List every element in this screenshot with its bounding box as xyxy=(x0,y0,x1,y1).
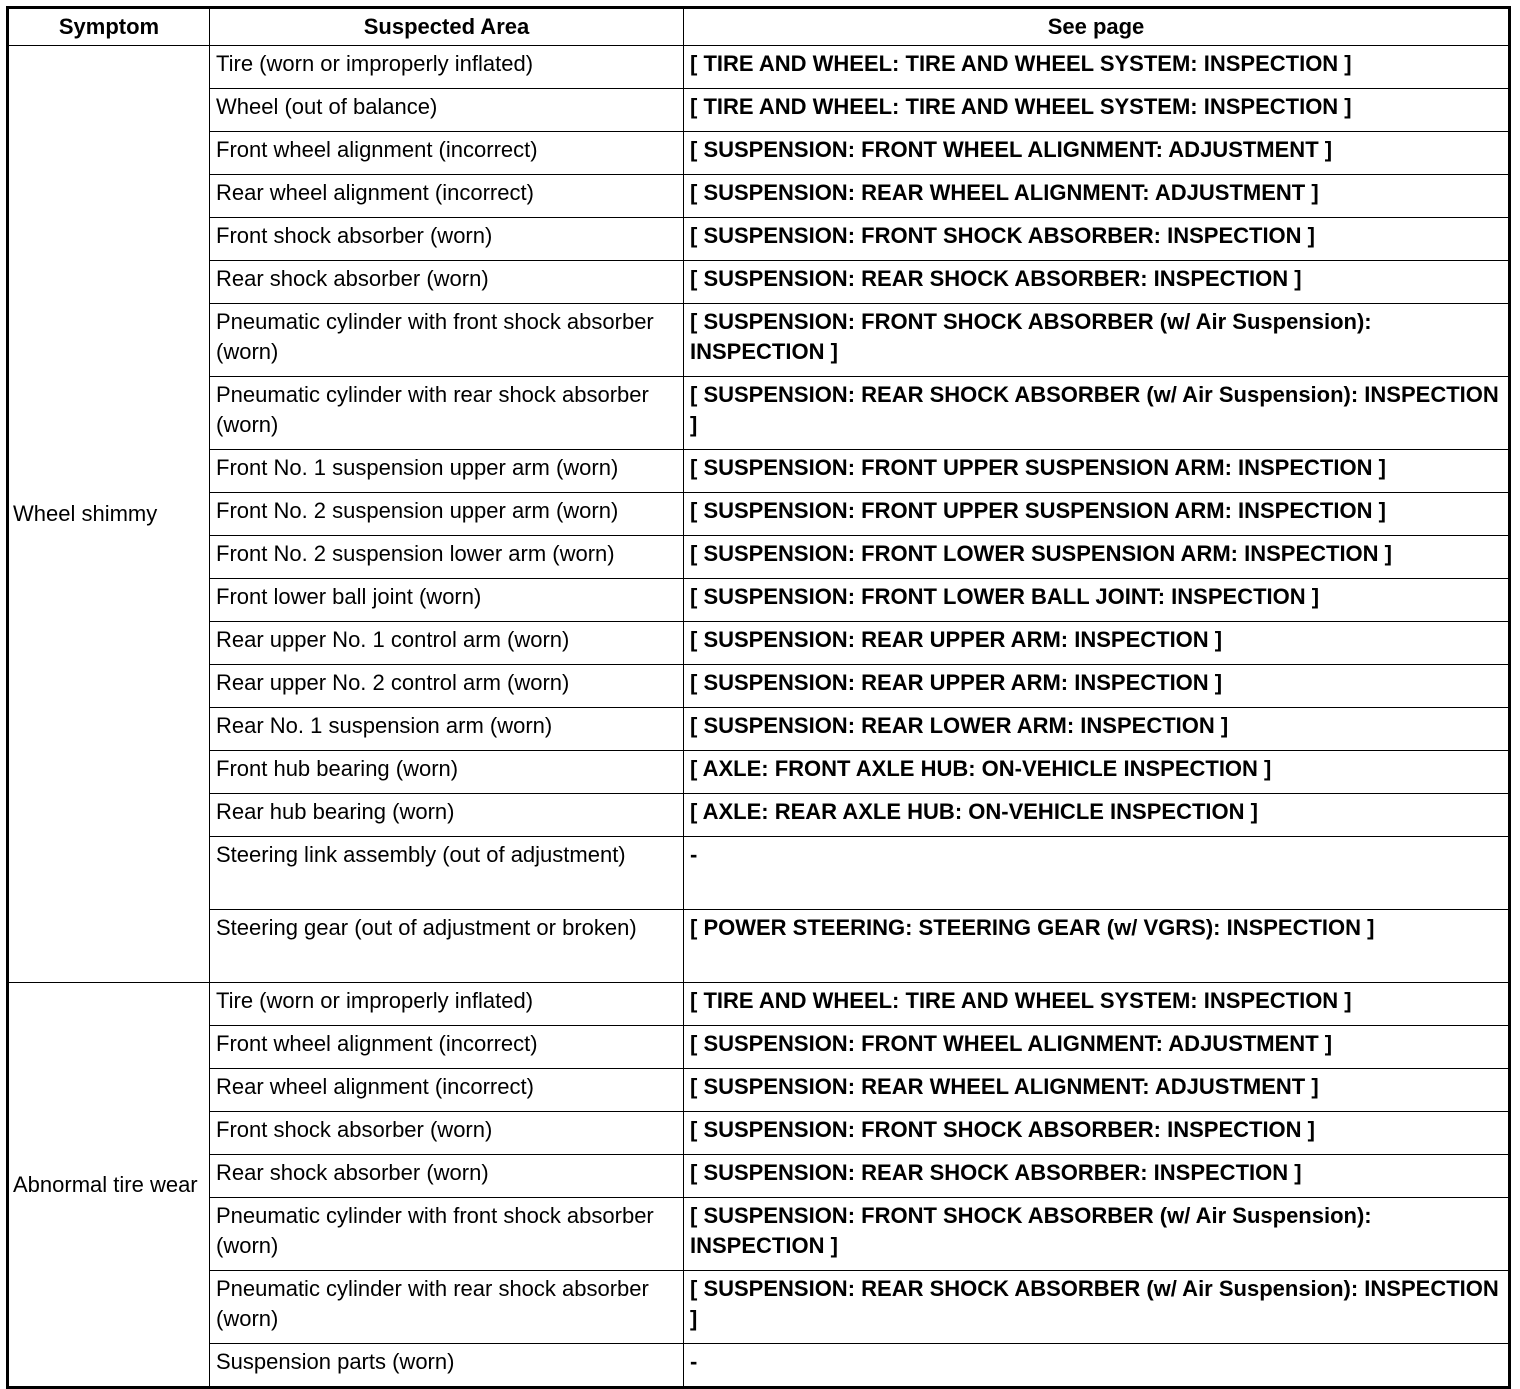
see-page-link: - xyxy=(684,1344,1510,1388)
table-row xyxy=(8,1198,1510,1271)
header-row xyxy=(8,8,1510,46)
table-row xyxy=(8,665,1510,708)
see-page-link[interactable]: [ TIRE AND WHEEL: TIRE AND WHEEL SYSTEM: INSPECTION ] xyxy=(684,89,1510,132)
suspected-area-cell: Front shock absorber (worn) xyxy=(210,1112,684,1155)
troubleshooting-table xyxy=(6,6,1511,1389)
table-row xyxy=(8,218,1510,261)
see-page-link[interactable]: [ SUSPENSION: REAR SHOCK ABSORBER: INSPECTION ] xyxy=(684,261,1510,304)
suspected-area-cell: Front No. 2 suspension lower arm (worn) xyxy=(210,536,684,579)
see-page-link[interactable]: [ SUSPENSION: REAR WHEEL ALIGNMENT: ADJUSTMENT ] xyxy=(684,1069,1510,1112)
suspected-area-cell: Front wheel alignment (incorrect) xyxy=(210,1026,684,1069)
table-row xyxy=(8,1112,1510,1155)
table-row xyxy=(8,1344,1510,1388)
symptom-cell: Abnormal tire wear xyxy=(8,983,210,1388)
table-body xyxy=(8,46,1510,1388)
suspected-area-cell: Rear shock absorber (worn) xyxy=(210,261,684,304)
suspected-area-cell: Rear wheel alignment (incorrect) xyxy=(210,175,684,218)
table-row xyxy=(8,708,1510,751)
suspected-area-cell: Rear hub bearing (worn) xyxy=(210,794,684,837)
see-page-link[interactable]: [ SUSPENSION: REAR SHOCK ABSORBER (w/ Air Suspension): INSPECTION ] xyxy=(684,377,1510,450)
table-row xyxy=(8,536,1510,579)
see-page-link[interactable]: [ TIRE AND WHEEL: TIRE AND WHEEL SYSTEM: INSPECTION ] xyxy=(684,46,1510,89)
suspected-area-cell: Wheel (out of balance) xyxy=(210,89,684,132)
table-row xyxy=(8,1026,1510,1069)
see-page-link[interactable]: [ SUSPENSION: FRONT WHEEL ALIGNMENT: ADJUSTMENT ] xyxy=(684,1026,1510,1069)
table-row xyxy=(8,304,1510,377)
see-page-link[interactable]: [ SUSPENSION: REAR SHOCK ABSORBER (w/ Air Suspension): INSPECTION ] xyxy=(684,1271,1510,1344)
suspected-area-cell: Front lower ball joint (worn) xyxy=(210,579,684,622)
see-page-link[interactable]: [ TIRE AND WHEEL: TIRE AND WHEEL SYSTEM: INSPECTION ] xyxy=(684,983,1510,1026)
suspected-area-cell: Rear No. 1 suspension arm (worn) xyxy=(210,708,684,751)
see-page-link[interactable]: [ SUSPENSION: FRONT UPPER SUSPENSION ARM: INSPECTION ] xyxy=(684,493,1510,536)
table-row xyxy=(8,46,1510,89)
table-row xyxy=(8,910,1510,983)
suspected-area-cell: Pneumatic cylinder with rear shock absorber (worn) xyxy=(210,1271,684,1344)
see-page-link[interactable]: [ AXLE: REAR AXLE HUB: ON-VEHICLE INSPECTION ] xyxy=(684,794,1510,837)
suspected-area-cell: Suspension parts (worn) xyxy=(210,1344,684,1388)
table-row xyxy=(8,622,1510,665)
table-row xyxy=(8,751,1510,794)
suspected-area-cell: Rear upper No. 2 control arm (worn) xyxy=(210,665,684,708)
see-page-link[interactable]: [ SUSPENSION: REAR SHOCK ABSORBER: INSPECTION ] xyxy=(684,1155,1510,1198)
suspected-area-cell: Pneumatic cylinder with rear shock absorber (worn) xyxy=(210,377,684,450)
table-row xyxy=(8,1271,1510,1344)
table-row xyxy=(8,377,1510,450)
table-row xyxy=(8,1155,1510,1198)
suspected-area-cell: Rear upper No. 1 control arm (worn) xyxy=(210,622,684,665)
suspected-area-cell: Steering gear (out of adjustment or broken) xyxy=(210,910,684,983)
see-page-link[interactable]: [ POWER STEERING: STEERING GEAR (w/ VGRS): INSPECTION ] xyxy=(684,910,1510,983)
suspected-area-cell: Rear wheel alignment (incorrect) xyxy=(210,1069,684,1112)
see-page-link[interactable]: [ SUSPENSION: FRONT SHOCK ABSORBER: INSPECTION ] xyxy=(684,1112,1510,1155)
table-row xyxy=(8,261,1510,304)
table-row xyxy=(8,794,1510,837)
see-page-link[interactable]: [ SUSPENSION: FRONT SHOCK ABSORBER (w/ Air Suspension): INSPECTION ] xyxy=(684,304,1510,377)
table-row xyxy=(8,493,1510,536)
header-see-page: See page xyxy=(684,8,1510,46)
see-page-link[interactable]: [ SUSPENSION: FRONT LOWER BALL JOINT: INSPECTION ] xyxy=(684,579,1510,622)
see-page-link[interactable]: [ SUSPENSION: REAR WHEEL ALIGNMENT: ADJUSTMENT ] xyxy=(684,175,1510,218)
see-page-link: - xyxy=(684,837,1510,910)
suspected-area-cell: Front hub bearing (worn) xyxy=(210,751,684,794)
table-row xyxy=(8,175,1510,218)
see-page-link[interactable]: [ SUSPENSION: REAR UPPER ARM: INSPECTION ] xyxy=(684,622,1510,665)
suspected-area-cell: Rear shock absorber (worn) xyxy=(210,1155,684,1198)
table-row xyxy=(8,837,1510,910)
table-row xyxy=(8,450,1510,493)
table-row xyxy=(8,132,1510,175)
table-row xyxy=(8,1069,1510,1112)
symptom-cell: Wheel shimmy xyxy=(8,46,210,983)
suspected-area-cell: Pneumatic cylinder with front shock absorber (worn) xyxy=(210,1198,684,1271)
suspected-area-cell: Tire (worn or improperly inflated) xyxy=(210,46,684,89)
header-suspected-area: Suspected Area xyxy=(210,8,684,46)
header-symptom: Symptom xyxy=(8,8,210,46)
table-row xyxy=(8,89,1510,132)
see-page-link[interactable]: [ SUSPENSION: FRONT LOWER SUSPENSION ARM: INSPECTION ] xyxy=(684,536,1510,579)
suspected-area-cell: Steering link assembly (out of adjustment) xyxy=(210,837,684,910)
see-page-link[interactable]: [ SUSPENSION: FRONT SHOCK ABSORBER: INSPECTION ] xyxy=(684,218,1510,261)
suspected-area-cell: Front shock absorber (worn) xyxy=(210,218,684,261)
suspected-area-cell: Front No. 1 suspension upper arm (worn) xyxy=(210,450,684,493)
see-page-link[interactable]: [ SUSPENSION: REAR LOWER ARM: INSPECTION ] xyxy=(684,708,1510,751)
table-row xyxy=(8,579,1510,622)
see-page-link[interactable]: [ SUSPENSION: FRONT WHEEL ALIGNMENT: ADJUSTMENT ] xyxy=(684,132,1510,175)
suspected-area-cell: Pneumatic cylinder with front shock absorber (worn) xyxy=(210,304,684,377)
table-row xyxy=(8,983,1510,1026)
see-page-link[interactable]: [ SUSPENSION: FRONT UPPER SUSPENSION ARM: INSPECTION ] xyxy=(684,450,1510,493)
suspected-area-cell: Tire (worn or improperly inflated) xyxy=(210,983,684,1026)
see-page-link[interactable]: [ SUSPENSION: REAR UPPER ARM: INSPECTION ] xyxy=(684,665,1510,708)
see-page-link[interactable]: [ SUSPENSION: FRONT SHOCK ABSORBER (w/ Air Suspension): INSPECTION ] xyxy=(684,1198,1510,1271)
suspected-area-cell: Front No. 2 suspension upper arm (worn) xyxy=(210,493,684,536)
see-page-link[interactable]: [ AXLE: FRONT AXLE HUB: ON-VEHICLE INSPECTION ] xyxy=(684,751,1510,794)
suspected-area-cell: Front wheel alignment (incorrect) xyxy=(210,132,684,175)
